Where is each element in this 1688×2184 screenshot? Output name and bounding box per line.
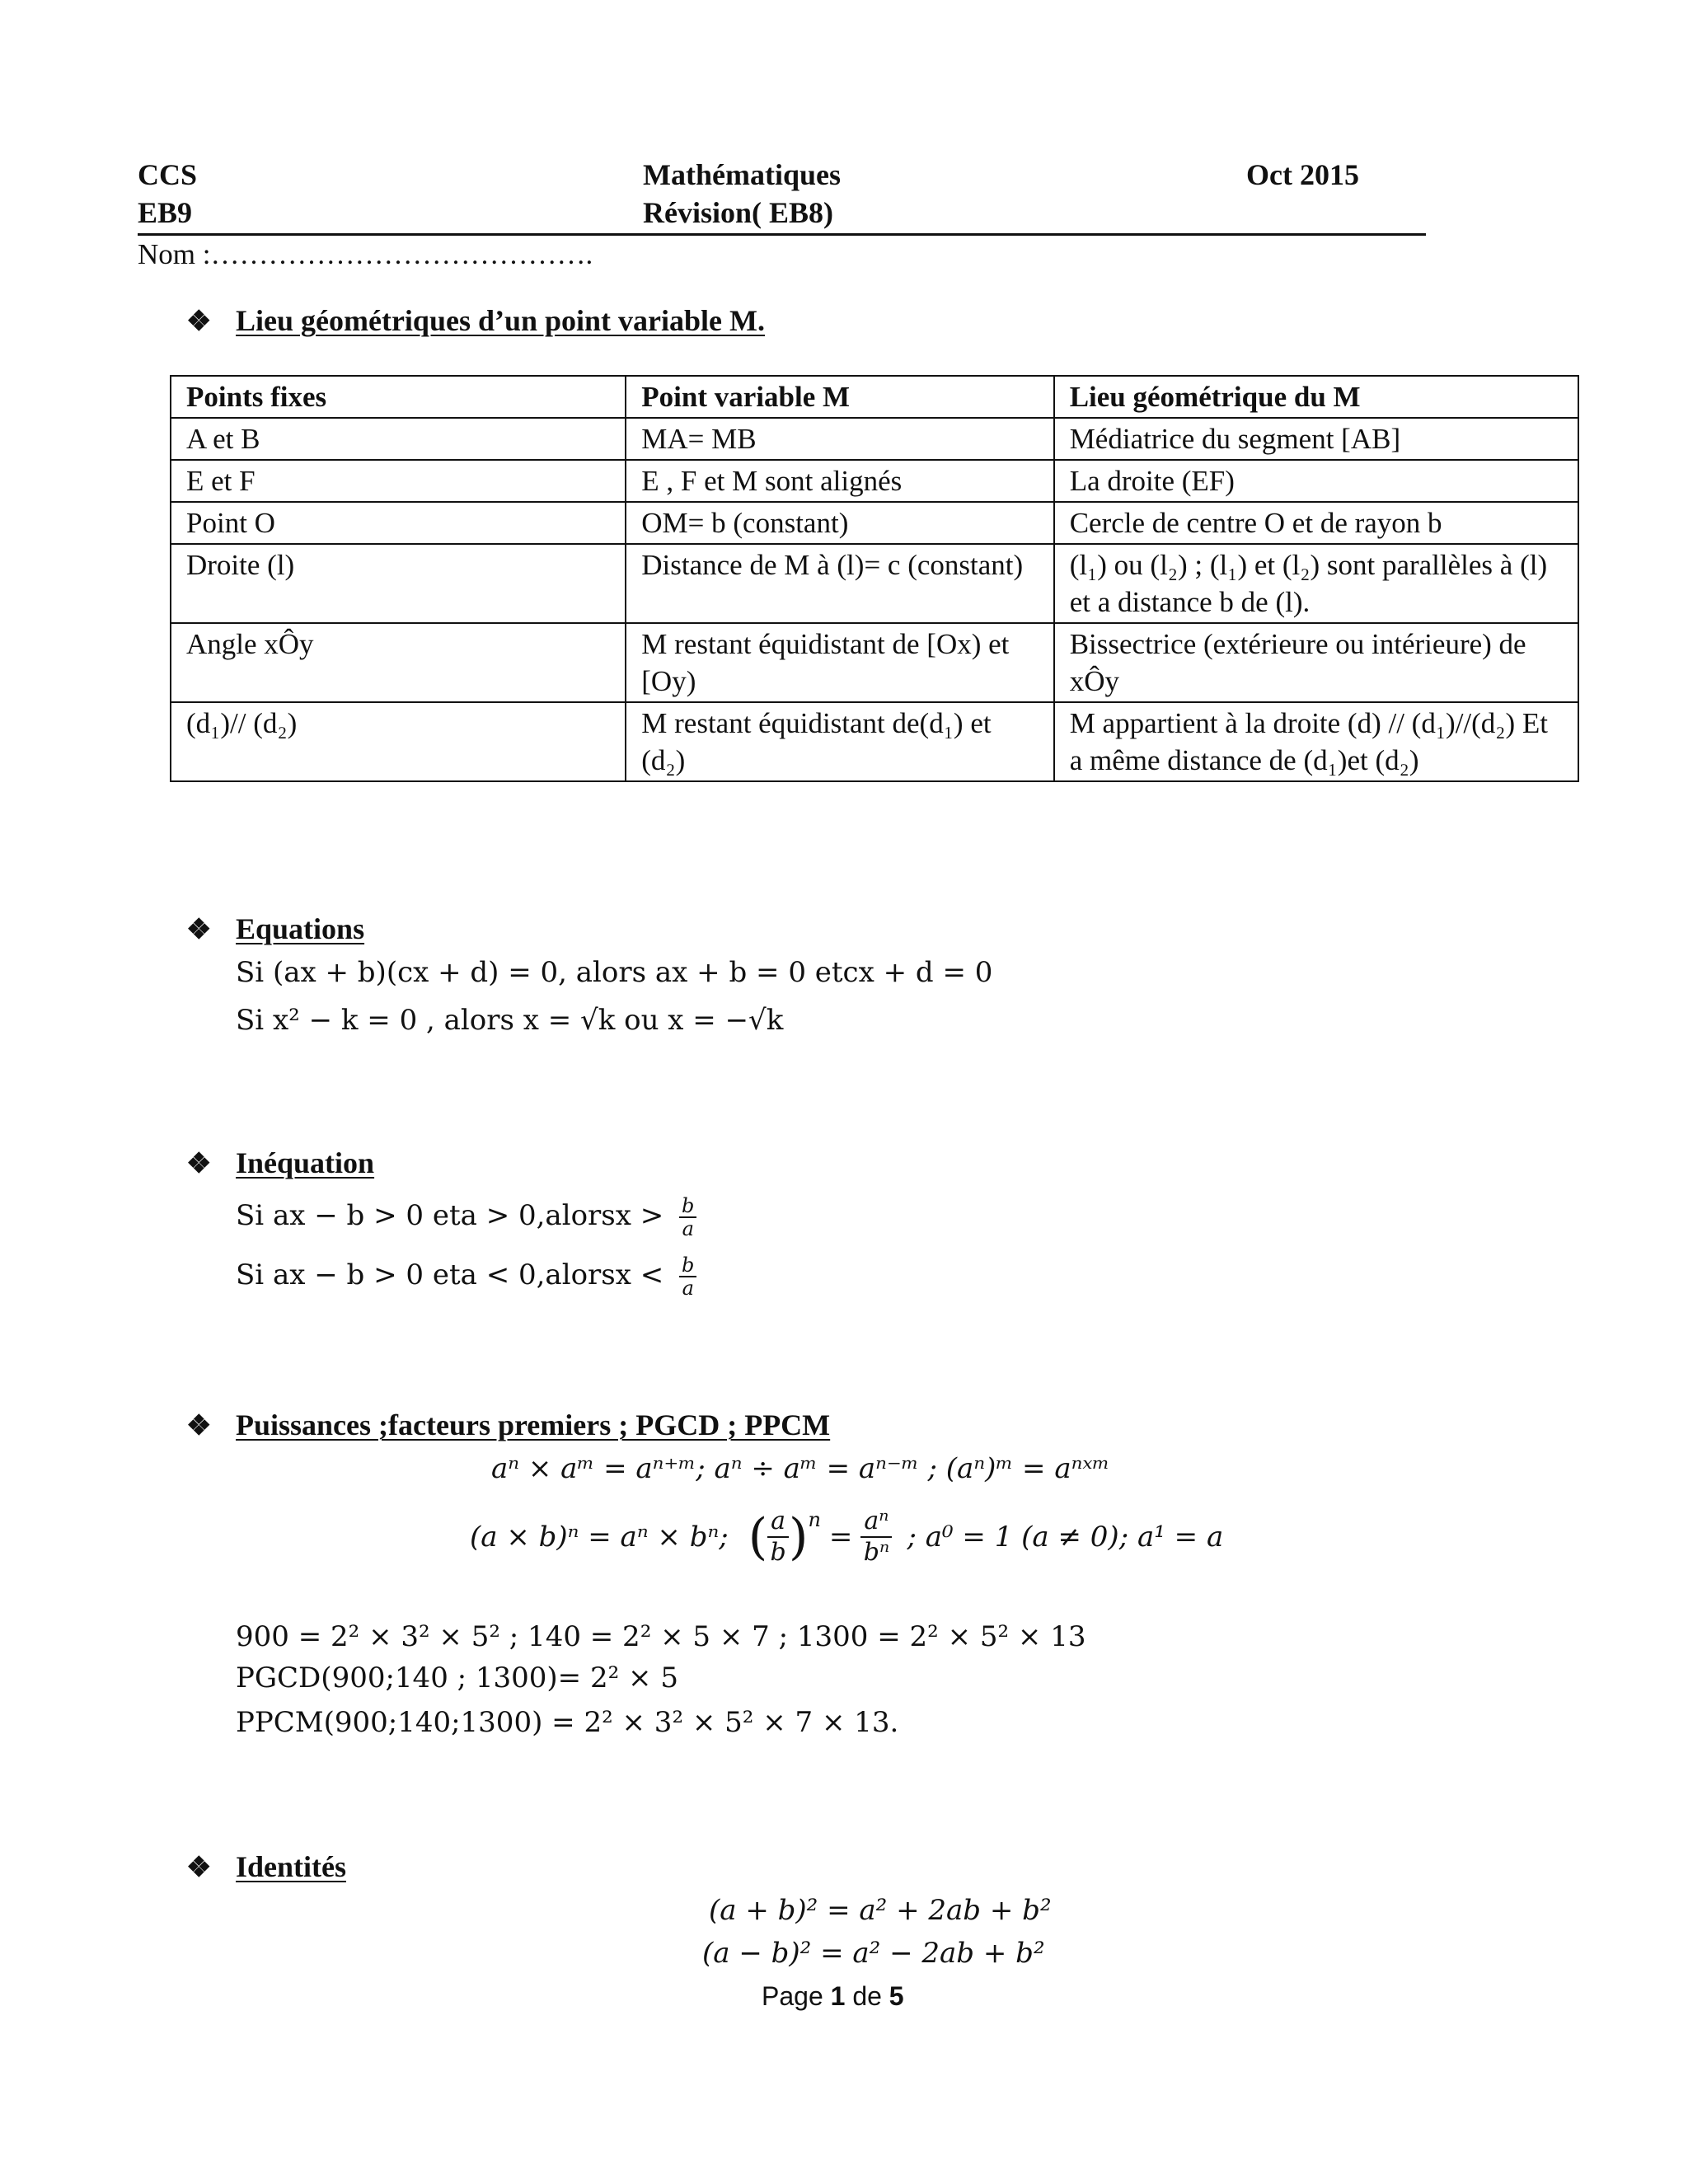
- factor-line: 900 = 2² × 3² × 5² ; 140 = 2² × 5 × 7 ; 1300 = 2² × 5² × 13: [236, 1620, 1086, 1653]
- table-cell: Point O: [171, 502, 626, 544]
- equation-line: Si (ax + b)(cx + d) = 0, alors ax + b = 0 etcx + d = 0: [236, 956, 993, 989]
- subject: Mathématiques: [643, 158, 841, 191]
- bullet-icon: ❖: [186, 1853, 212, 1883]
- table-row: [171, 460, 1578, 502]
- fraction-numerator: b: [679, 1254, 696, 1277]
- bullet-icon: ❖: [186, 1411, 212, 1441]
- class-name: EB9: [138, 196, 193, 229]
- identity-line: (a + b)² = a² + 2ab + b²: [709, 1894, 1052, 1927]
- table-cell: Distance de M à (l)= c (constant): [626, 544, 1053, 623]
- table-cell: M appartient à la droite (d) // (d₁)//(d₂) Et a même distance de (d₁)et (d₂): [1054, 702, 1578, 781]
- table-cell: A et B: [171, 418, 626, 460]
- section-title-equations: Equations: [236, 912, 365, 945]
- fraction: [767, 1507, 789, 1568]
- fraction-power: ( $\frac{a}{b}$ ) n: [748, 1507, 821, 1567]
- topic: Révision( EB8): [643, 196, 834, 229]
- equation-line: Si x² − k = 0 , alors x = √k ou x = −√k: [236, 1004, 784, 1037]
- inequation-lead: Si ax − b > 0 eta < 0,alorsx <: [236, 1258, 664, 1291]
- header-cell: Points fixes: [171, 376, 626, 418]
- fraction-denominator: bⁿ: [863, 1538, 890, 1567]
- table-cell: E et F: [171, 460, 626, 502]
- table-cell: OM= b (constant): [626, 502, 1053, 544]
- section-title-lieu: Lieu géométriques d’un point variable M.: [236, 304, 766, 337]
- section-title-identites: Identités: [236, 1850, 346, 1883]
- header-cell: Point variable M: [626, 376, 1053, 418]
- table-cell: La droite (EF): [1054, 460, 1578, 502]
- table-cell: Cercle de centre O et de rayon b: [1054, 502, 1578, 544]
- ppcm-line: PPCM(900;140;1300) = 2² × 3² × 5² × 7 × 13.: [236, 1706, 899, 1739]
- table-cell: M restant équidistant de [Ox) et [Oy): [626, 623, 1053, 702]
- page-footer: [762, 1981, 904, 2012]
- table-cell: (d₁)// (d₂): [171, 702, 626, 781]
- lieu-table: [170, 375, 1579, 782]
- table-row: [171, 502, 1578, 544]
- date: Oct 2015: [1246, 158, 1359, 191]
- table-header-row: [171, 376, 1578, 418]
- name-label: Nom :………………………………….: [138, 238, 593, 270]
- fraction-denominator: a: [682, 1217, 694, 1240]
- formula-part: ; a⁰ = 1 (a ≠ 0); a¹ = a: [907, 1521, 1224, 1554]
- table-cell: Angle xÔy: [171, 623, 626, 702]
- bullet-icon: ❖: [186, 915, 212, 945]
- header-rule: [138, 233, 1426, 236]
- bullet-icon: ❖: [186, 307, 212, 337]
- pgcd-line: PGCD(900;140 ; 1300)= 2² × 5: [236, 1661, 678, 1694]
- powers-formula: aⁿ × aᵐ = aⁿ⁺ᵐ; aⁿ ÷ aᵐ = aⁿ⁻ᵐ ; (aⁿ)ᵐ = aⁿˣᵐ: [491, 1452, 1110, 1485]
- fraction-numerator: b: [679, 1195, 696, 1218]
- header-cell: Lieu géométrique du M: [1054, 376, 1578, 418]
- fraction-numerator: a: [767, 1507, 789, 1538]
- table-cell: MA= MB: [626, 418, 1053, 460]
- fraction-denominator: b: [770, 1538, 786, 1567]
- table-row: [171, 418, 1578, 460]
- formula-part: (a × b)ⁿ = aⁿ × bⁿ;: [470, 1521, 729, 1554]
- table-row: [171, 623, 1578, 702]
- table-row: [171, 702, 1578, 781]
- page-number: 1: [830, 1981, 846, 2011]
- table-cell: Bissectrice (extérieure ou intérieure) de xÔy: [1054, 623, 1578, 702]
- identity-line: (a − b)² = a² − 2ab + b²: [702, 1937, 1045, 1970]
- fraction: [679, 1254, 696, 1299]
- fraction: [860, 1507, 892, 1568]
- powers-formula-2: (a × b)ⁿ = aⁿ × bⁿ; ( $\frac{a}{b}$ ) n = $\frac{\text{aⁿ}}{\text{bⁿ}}$ ; a⁰ = 1 (a ≠ 0); a¹ = a: [470, 1507, 1224, 1567]
- fraction: [679, 1195, 696, 1240]
- school-name: CCS: [138, 158, 198, 191]
- table-cell: (l₁) ou (l₂) ; (l₁) et (l₂) sont parallèles à (l) et a distance b de (l).: [1054, 544, 1578, 623]
- table-row: [171, 544, 1578, 623]
- page-total: 5: [889, 1981, 904, 2011]
- footer-prefix: Page: [762, 1981, 831, 2011]
- exponent: n: [808, 1508, 821, 1531]
- table-cell: E , F et M sont alignés: [626, 460, 1053, 502]
- table-cell: Droite (l): [171, 544, 626, 623]
- section-title-puissances: Puissances ;facteurs premiers ; PGCD ; PPCM: [236, 1408, 831, 1441]
- table-cell: Médiatrice du segment [AB]: [1054, 418, 1578, 460]
- fraction-denominator: a: [682, 1277, 694, 1300]
- fraction-numerator: aⁿ: [860, 1507, 892, 1538]
- inequation-line: [236, 1195, 696, 1240]
- bullet-icon: ❖: [186, 1149, 212, 1179]
- footer-middle: de: [845, 1981, 889, 2011]
- inequation-lead: Si ax − b > 0 eta > 0,alorsx >: [236, 1199, 664, 1232]
- section-title-inequation: Inéquation: [236, 1146, 375, 1179]
- inequation-line: [236, 1254, 696, 1299]
- table-cell: M restant équidistant de(d₁) et (d₂): [626, 702, 1053, 781]
